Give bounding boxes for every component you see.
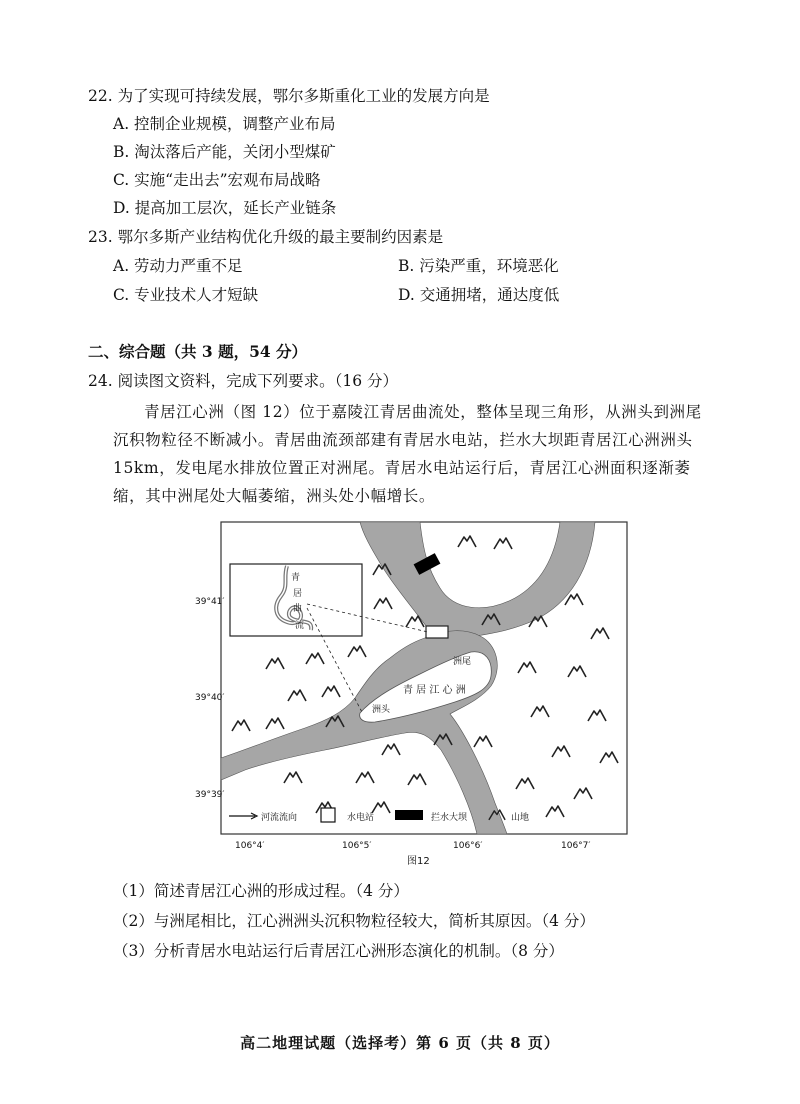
q22-stem: 22. 为了实现可持续发展，鄂尔多斯重化工业的发展方向是 — [88, 87, 490, 105]
legend-dam: 拦水大坝 — [431, 813, 468, 823]
inset-label-4: 流 — [295, 621, 305, 631]
lon-label-3: 106°6′ — [453, 841, 483, 851]
q24-sub-1: （1）简述青居江心洲的形成过程。（4 分） — [113, 882, 409, 900]
legend-mountain: 山地 — [511, 813, 530, 823]
hydropower-station-icon — [426, 626, 448, 638]
legend-station: 水电站 — [347, 813, 375, 823]
island-label: 青 居 江 心 洲 — [403, 685, 466, 696]
legend-station-icon — [321, 808, 335, 822]
q23-option-a: A. 劳动力严重不足 — [113, 257, 243, 275]
island-head-label: 洲头 — [372, 705, 391, 715]
inset-label-1: 青 — [291, 573, 301, 583]
lon-label-2: 106°5′ — [342, 841, 372, 851]
q22-option-b: B. 淘汰落后产能，关闭小型煤矿 — [113, 143, 336, 161]
q22-option-d: D. 提高加工层次，延长产业链条 — [113, 199, 337, 217]
page-footer: 高二地理试题（选择考）第 6 页（共 8 页） — [240, 1034, 560, 1052]
q23-option-d: D. 交通拥堵，通达度低 — [398, 286, 560, 304]
q24-passage: 青居江心洲（图 12）位于嘉陵江青居曲流处，整体呈现三角形，从洲头到洲尾沉积物粒径不断减小。青居曲流颈部建有青居水电站，拦水大坝距青居江心洲洲头 15km，发电尾水排放位置正对洲尾。青居水电站运行后，青居江心洲面积逐渐萎缩，其中洲尾处大幅萎缩，洲头处小幅增长。 — [113, 403, 702, 505]
q24-sub-2: （2）与洲尾相比，江心洲洲头沉积物粒径较大，简析其原因。（4 分） — [113, 912, 595, 930]
inset-label-2: 居 — [293, 589, 303, 599]
lat-label-1: 39°41′ — [195, 597, 225, 607]
figure-caption: 图12 — [407, 856, 430, 867]
q22-option-c: C. 实施“走出去”宏观布局战略 — [113, 171, 321, 189]
q24-sub-3: （3）分析青居水电站运行后青居江心洲形态演化的机制。（8 分） — [113, 942, 564, 960]
legend-dam-icon — [395, 810, 423, 820]
lat-label-3: 39°39′ — [195, 790, 225, 800]
q23-option-b: B. 污染严重，环境恶化 — [398, 257, 559, 275]
legend-river-flow: 河流流向 — [261, 813, 298, 823]
inset-label-3: 曲 — [293, 604, 303, 614]
lat-label-2: 39°40′ — [195, 693, 225, 703]
lon-label-4: 106°7′ — [561, 841, 591, 851]
figure-12-map — [195, 518, 645, 868]
island-tail-label: 洲尾 — [453, 657, 472, 667]
lon-label-1: 106°4′ — [235, 841, 265, 851]
q24-stem: 24. 阅读图文资料，完成下列要求。（16 分） — [88, 372, 398, 390]
q23-stem: 23. 鄂尔多斯产业结构优化升级的最主要制约因素是 — [88, 228, 444, 246]
section-heading: 二、综合题（共 3 题，54 分） — [88, 342, 308, 361]
q22-option-a: A. 控制企业规模，调整产业布局 — [113, 115, 336, 133]
q23-option-c: C. 专业技术人才短缺 — [113, 286, 259, 304]
